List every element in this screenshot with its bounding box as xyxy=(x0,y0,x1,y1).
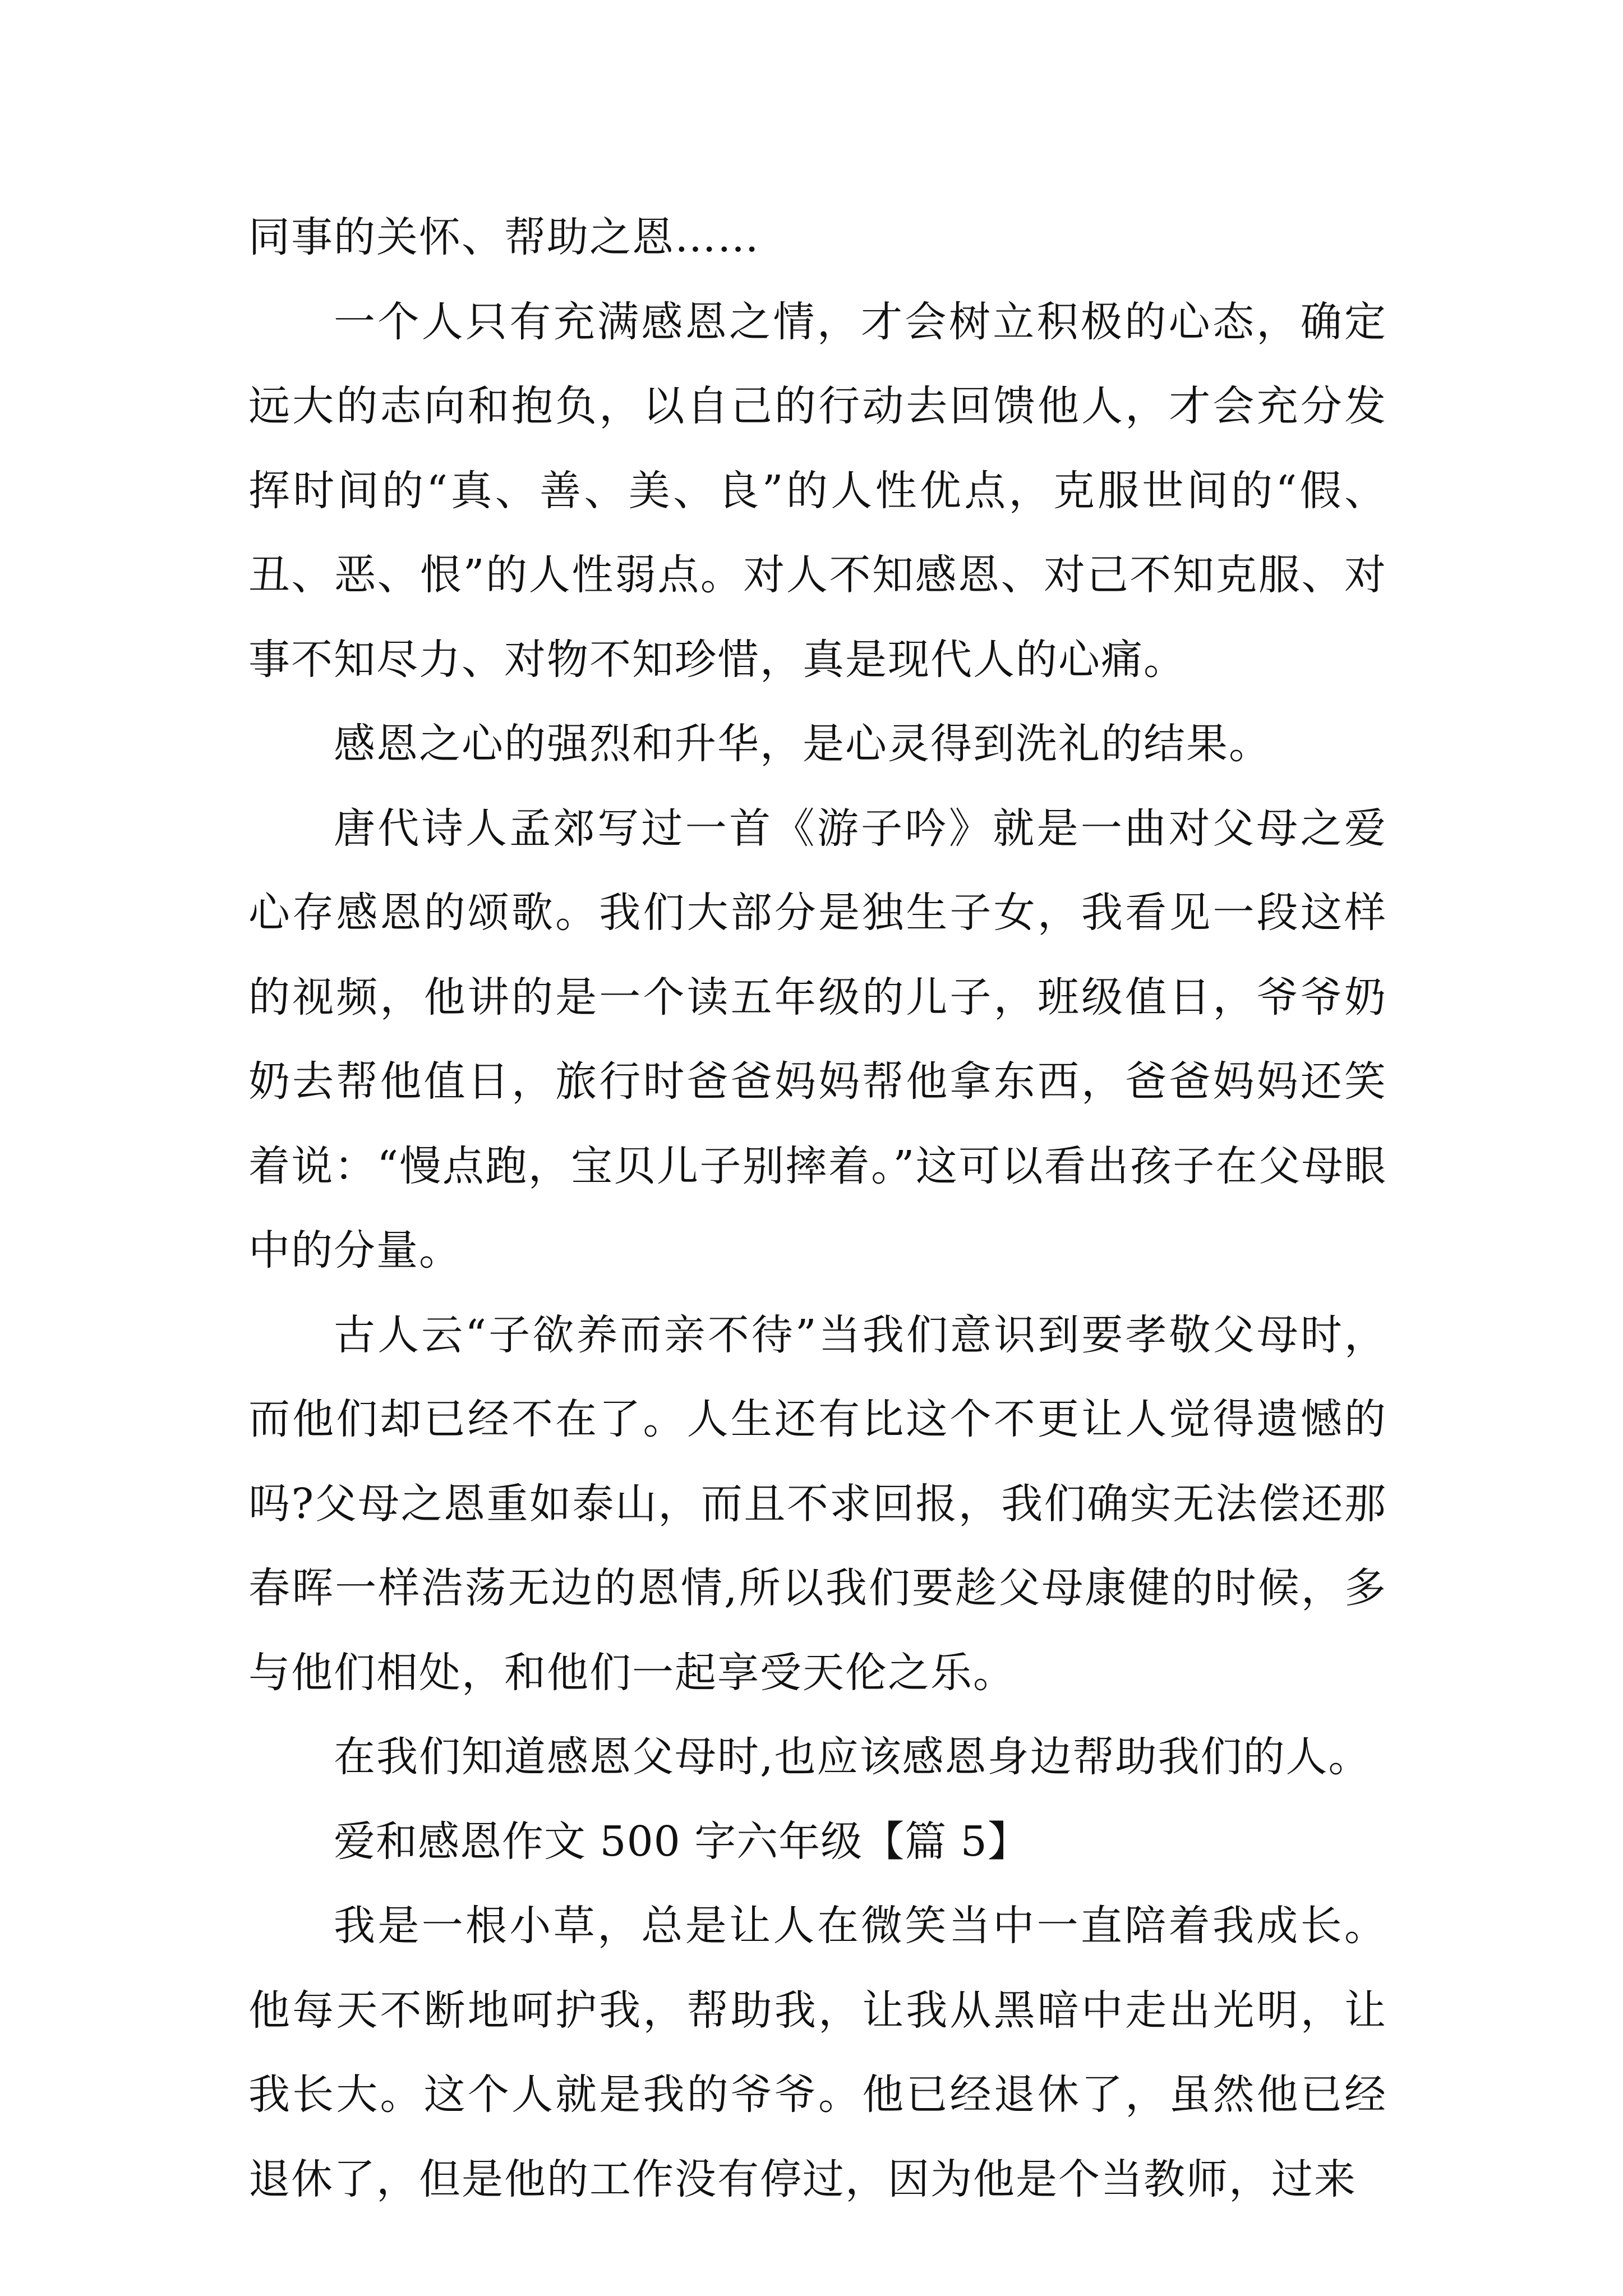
paragraph-continuation: 同事的关怀、帮助之恩…… xyxy=(248,213,760,261)
paragraph-thank-helpers: 在我们知道感恩父母时,也应该感恩身边帮助我们的人。 xyxy=(334,1733,1371,1781)
paragraph-filial-piety: 古人云“子欲养而亲不待”当我们意识到要孝敬父母时，而他们却已经不在了。人生还有比这个不更让人觉得遗憾的吗?父母之恩重如泰山，而且不求回报，我们确实无法偿还那春晖一样浩荡无边的恩情,所以我们要趁父母康健的时候，多与他们相处，和他们一起享受天伦之乐。 xyxy=(248,1310,1387,1697)
paragraph-gratitude-sublimation: 感恩之心的强烈和升华，是心灵得到洗礼的结果。 xyxy=(334,720,1271,768)
paragraph-gratitude-mindset: 一个人只有充满感恩之情，才会树立积极的心态，确定远大的志向和抱负，以自己的行动去回馈他人，才会充分发挥时间的“真、善、美、良”的人性优点，克服世间的“假、丑、恶、恨”的人性弱点。对人不知感恩、对己不知克服、对事不知尽力、对物不知珍惜，真是现代人的心痛。 xyxy=(248,297,1387,684)
section-heading: 爱和感恩作文 500 字六年级【篇 5】 xyxy=(334,1817,1030,1866)
document-body xyxy=(248,195,1387,2221)
paragraph-little-grass: 我是一根小草，总是让人在微笑当中一直陪着我成长。他每天不断地呵护我，帮助我，让我从黑暗中走出光明，让我长大。这个人就是我的爷爷。他已经退休了，虽然他已经退休了，但是他的工作没有停过，因为他是个当教师，过来 xyxy=(248,1902,1387,2203)
paragraph-youzi-yin: 唐代诗人孟郊写过一首《游子吟》就是一曲对父母之爱心存感恩的颂歌。我们大部分是独生子女，我看见一段这样的视频，他讲的是一个读五年级的儿子，班级值日，爷爷奶奶去帮他值日，旅行时爸爸妈妈帮他拿东西，爸爸妈妈还笑着说：“慢点跑，宝贝儿子别摔着。”这可以看出孩子在父母眼中的分量。 xyxy=(248,804,1387,1274)
